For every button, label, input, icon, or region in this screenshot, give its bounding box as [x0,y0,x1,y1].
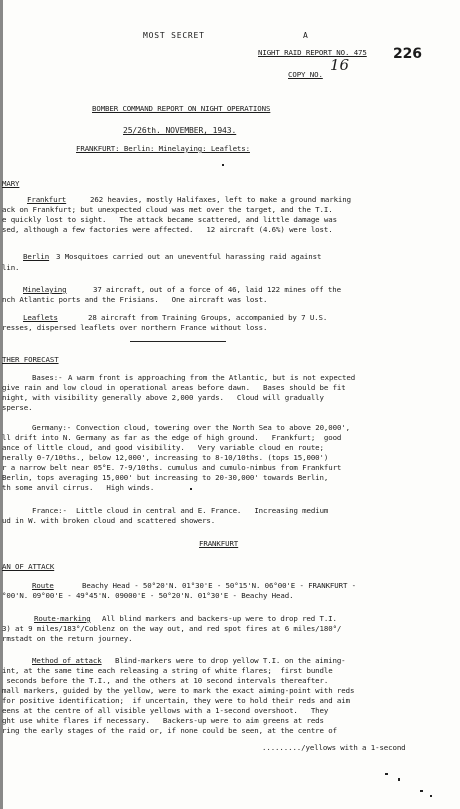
france-line: Little cloud in central and E. France. Increasing medium [76,506,329,515]
bases-label: Bases:- [32,373,63,382]
route-label: Route [32,581,54,590]
germany-line: ll drift into N. Germany as far as the edge of high ground. Frankfurt; good [2,433,342,442]
berlin-label: Berlin [23,252,50,261]
page-number: 226 [393,46,422,62]
route-marking-label: Route-marking [34,614,91,623]
scan-speck [430,795,432,797]
classification-stamp: MOST SECRET [143,31,205,40]
method-line: eens at the centre of all visible yellows with a 1-second overshoot. They [2,706,329,715]
bases-line: A warm front is approaching from the Atlantic, but is not expected [68,373,356,382]
section-divider [130,341,226,342]
frankfurt-line: 262 heavies, mostly Halifaxes, left to make a ground marking [90,195,351,204]
minelaying-label: Minelaying [23,285,67,294]
france-line: ud in W. with broken cloud and scattered showers. [2,516,216,525]
germany-line: nerally 0-7/10ths., below 12,000', increasing to 8-10/10ths. (tops 15,000') [2,453,329,462]
frankfurt-line: sed, although a few factories were affected. 12 aircraft (4.6%) were lost. [2,225,333,234]
report-date: 25/26th. NOVEMBER, 1943. [123,126,237,135]
route-line: °00'N. 09°00'E - 49°45'N. 09000'E - 50°20'N. 01°30'E - Beachy Head. [2,591,294,600]
minelaying-line: nch Atlantic ports and the Frisians. One aircraft was lost. [2,295,268,304]
bases-line: sperse. [2,403,33,412]
germany-line: Convection cloud, towering over the North Sea to above 20,000', [76,423,351,432]
berlin-line: 3 Mosquitoes carried out an uneventful harassing raid against [56,252,322,261]
route-marking-line: All blind markers and backers-up were to drop red T.I. [102,614,337,623]
leaflets-line: resses, dispersed leaflets over northern France without loss. [2,323,268,332]
continuation-catchword: ........./yellows with a 1-second [262,743,406,752]
report-number: NIGHT RAID REPORT NO. 475 [258,48,367,57]
method-line: seconds before the T.I., and the others at 10 second intervals thereafter. [2,676,329,685]
method-line: ring the early stages of the raid or, if none could be seen, at the centre of [2,726,337,735]
summary-heading: MARY [2,179,20,188]
leaflets-label: Leaflets [23,313,58,322]
scan-speck [420,790,423,792]
frankfurt-line: e quickly lost to sight. The attack became scattered, and little damage was [2,215,337,224]
bases-line: night, with visibility generally above 2,000 yards. Cloud will gradually [2,393,324,402]
germany-line: Berlin, tops averaging 15,000' but increasing to 20-30,000' towards Berlin, [2,473,329,482]
report-targets: FRANKFURT: Berlin: Minelaying: Leaflets: [76,144,250,153]
method-line: mall markers, guided by the yellow, were to mark the exact aiming-point with reds [2,686,355,695]
method-line: int, at the same time each releasing a string of white flares; first bundle [2,666,333,675]
france-label: France:- [32,506,67,515]
berlin-line: lin. [2,263,20,272]
bases-line: give rain and low cloud in operational areas before dawn. Bases should be fit [2,383,346,392]
copy-number-label: COPY NO. [288,70,323,79]
frankfurt-section-heading: FRANKFURT [199,539,239,548]
scan-speck [222,164,224,166]
scan-speck [385,773,388,775]
method-line: Blind-markers were to drop yellow T.I. on the aiming- [115,656,346,665]
handwritten-mark: A [303,31,308,40]
method-line: ght use white flares if necessary. Backers-up were to aim greens at reds [2,716,324,725]
copy-number-handwritten: 16 [330,56,349,74]
scan-speck [190,488,192,490]
method-line: for positive identification; if uncertain, they were to hold their reds and aim [2,696,350,705]
germany-line: ance of little cloud, and good visibility. Very variable cloud en route; [2,443,324,452]
leaflets-line: 28 aircraft from Training Groups, accompanied by 7 U.S. [88,313,328,322]
scan-speck [398,778,400,781]
forecast-heading: THER FORECAST [2,355,59,364]
frankfurt-label: Frankfurt [27,195,67,204]
germany-line: th some anvil cirrus. High winds. [2,483,155,492]
minelaying-line: 37 aircraft, out of a force of 46, laid 122 mines off the [93,285,341,294]
plan-of-attack-heading: AN OF ATTACK [2,562,55,571]
method-label: Method of attack [32,656,102,665]
route-marking-line: rmstadt on the return journey. [2,634,133,643]
germany-line: r a narrow belt near 05°E. 7-9/10ths. cumulus and cumulo-nimbus from Frankfurt [2,463,342,472]
report-title: BOMBER COMMAND REPORT ON NIGHT OPERATIONS [92,104,271,113]
route-marking-line: 3) at 9 miles/183°/Coblenz on the way out, and red spot fires at 6 miles/180°/ [2,624,342,633]
route-line: Beachy Head - 50°20'N. 01°30'E - 50°15'N. 06°00'E - FRANKFURT - [82,581,357,590]
germany-label: Germany:- [32,423,72,432]
frankfurt-line: ack on Frankfurt; but unexpected cloud was met over the target, and the T.I. [2,205,333,214]
